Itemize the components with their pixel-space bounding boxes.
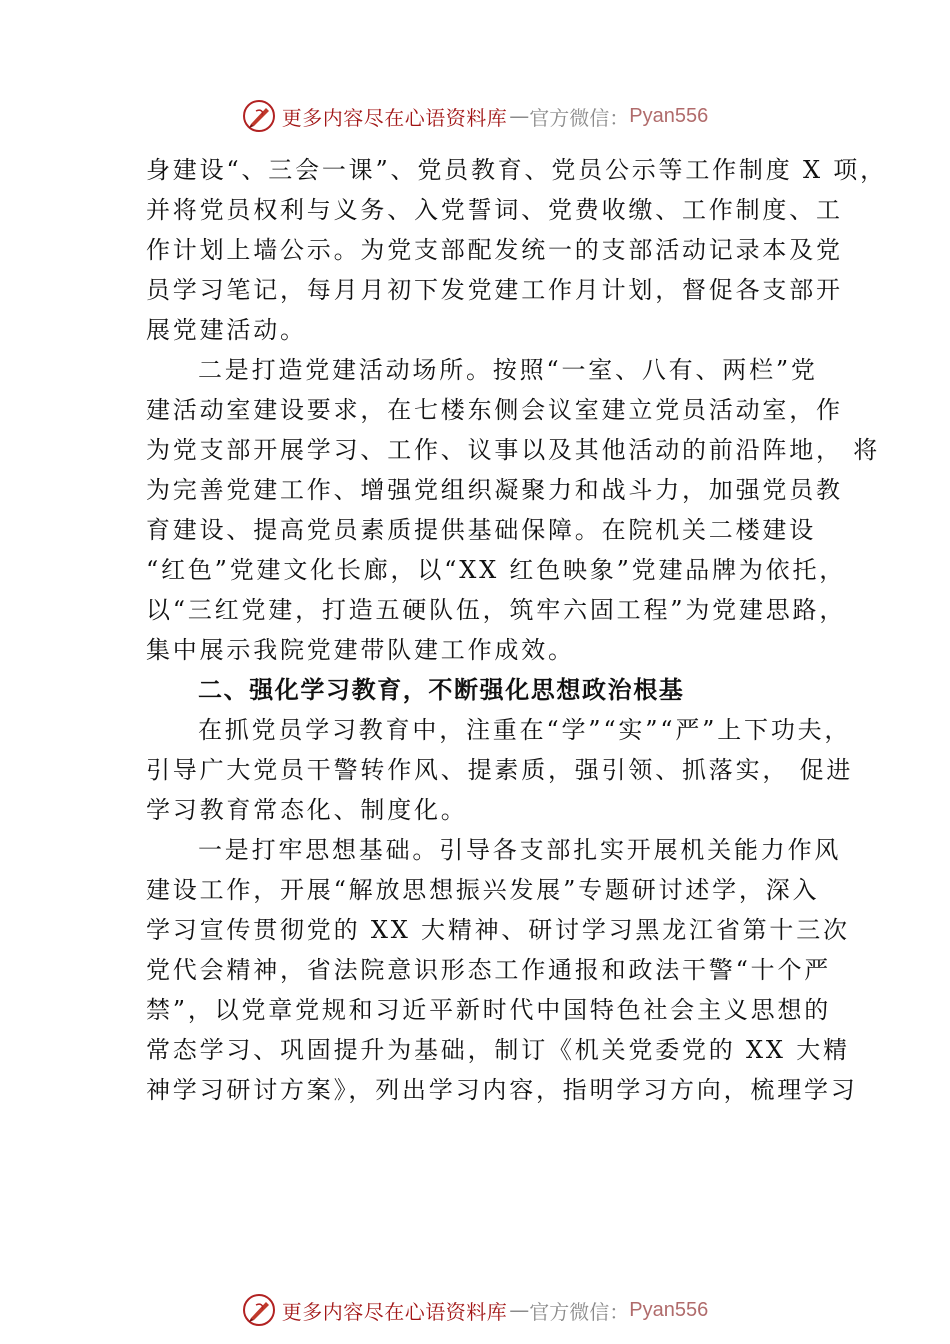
section-heading: 二、强化学习教育，不断强化思想政治根基 [198,676,685,704]
banner-title: 更多内容尽在心语资料库 [281,105,508,130]
footer-banner [0,1290,950,1330]
pen-logo-icon [242,99,276,133]
banner-wechat-label: 官方微信： [529,1299,630,1324]
text-line: 党代会精神，省法院意识形态工作通报和政法干警“十个严 [146,956,832,984]
text-line: 为党支部开展学习、工作、议事以及其他活动的前沿阵地， 将 [146,436,881,464]
text-line: 为完善党建工作、增强党组织凝聚力和战斗力，加强党员教 [146,476,843,504]
text-line: 身建设“、三会一课”、党员教育、党员公示等工作制度 X 项， [146,156,887,184]
text-line: 并将党员权利与义务、入党誓词、党费收缴、工作制度、工 [146,196,843,224]
banner-wechat-label: 官方微信： [529,105,630,130]
banner-title: 更多内容尽在心语资料库 [281,1299,508,1324]
pen-logo-icon [242,1293,276,1327]
text-line: 常态学习、巩固提升为基础，制订《机关党委党的 XX 大精 [146,1036,850,1064]
text-line: 学习宣传贯彻党的 XX 大精神、研讨学习黑龙江省第十三次 [146,916,850,944]
text-line: 育建设、提高党员素质提供基础保障。在院机关二楼建设 [146,516,816,544]
header-banner [0,96,950,136]
paragraph-start-line: 二是打造党建活动场所。按照“一室、八有、两栏”党 [198,356,818,384]
text-line: 神学习研讨方案》，列出学习内容，指明学习方向，梳理学习 [146,1076,858,1104]
text-line: 学习教育常态化、制度化。 [146,796,468,824]
text-line: 禁”，以党章党规和习近平新时代中国特色社会主义思想的 [146,996,832,1024]
text-line: 以“三红党建，打造五硬队伍，筑牢六固工程”为党建思路， [146,596,847,624]
paragraph-start-line: 在抓党员学习教育中，注重在“学”“实”“严”上下功夫， [198,716,852,744]
paragraph-start-line: 一是打牢思想基础。引导各支部扎实开展机关能力作风 [198,836,842,864]
text-line: 集中展示我院党建带队建工作成效。 [146,636,575,664]
text-line: 引导广大党员干警转作风、提素质，强引领、抓落实， 促进 [146,756,854,784]
document-body [146,150,887,1110]
text-line: 建设工作，开展“解放思想振兴发展”专题研讨述学，深入 [146,876,820,904]
text-line: “红色”党建文化长廊，以“XX 红色映象”党建品牌为依托， [146,556,847,584]
text-line: 建活动室建设要求，在七楼东侧会议室建立党员活动室，作 [146,396,843,424]
text-line: 员学习笔记，每月月初下发党建工作月计划，督促各支部开 [146,276,843,304]
text-line: 展党建活动。 [146,316,307,344]
banner-wechat-id: Pyan556 [629,104,709,127]
text-line: 作计划上墙公示。为党支部配发统一的支部活动记录本及党 [146,236,843,264]
banner-wechat-id: Pyan556 [629,1298,709,1321]
banner-separator: — [509,104,530,128]
banner-separator: — [509,1298,530,1322]
